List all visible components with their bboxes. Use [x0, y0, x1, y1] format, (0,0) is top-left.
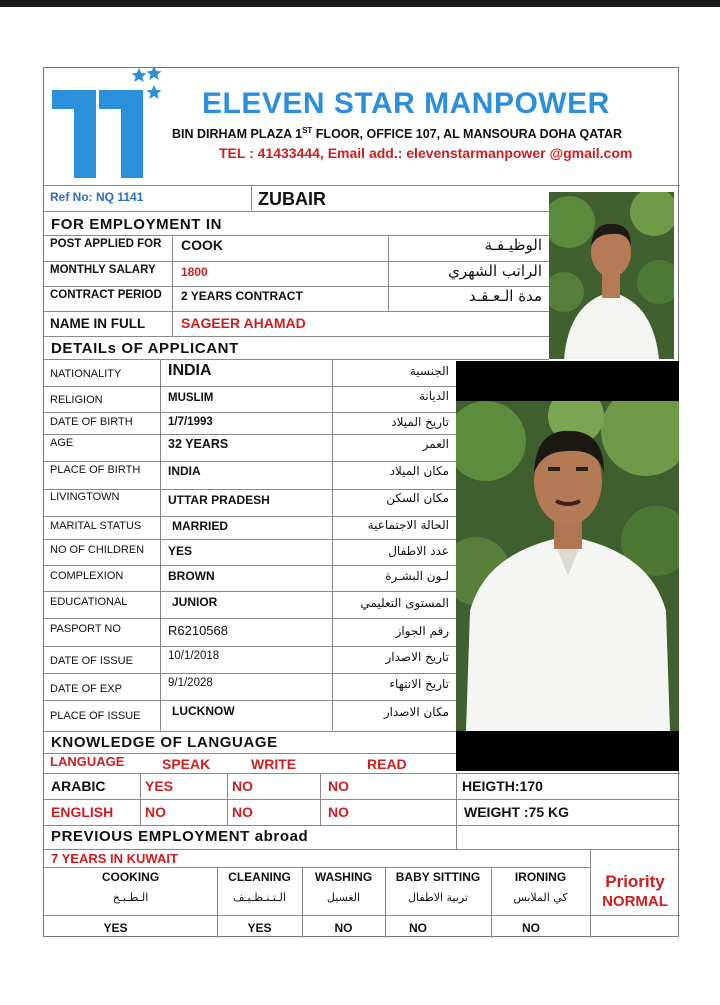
detail-value-nationality: INDIA — [168, 362, 212, 379]
photo-top-band — [456, 361, 679, 401]
detail-value-marital-status: MARRIED — [172, 519, 228, 533]
detail-label-dob: DATE OF BIRTH — [50, 416, 133, 428]
previous-employment-title: PREVIOUS EMPLOYMENT abroad — [51, 828, 309, 845]
detail-value-dob: 1/7/1993 — [168, 416, 213, 428]
detail-label-date-of-issue: DATE OF ISSUE — [50, 655, 133, 667]
detail-value-religion: MUSLIM — [168, 392, 214, 404]
skill-baby-sitting: BABY SITTING — [395, 870, 481, 884]
detail-label-nationality: NATIONALITY — [50, 368, 122, 380]
priority-label: Priority — [605, 872, 665, 891]
skill-cleaning-value: YES — [247, 921, 272, 935]
employment-arabic-post: الوظيـفـة — [484, 236, 542, 254]
detail-label-marital-status: MARITAL STATUS — [50, 520, 142, 532]
logo-graphic — [49, 66, 164, 184]
detail-value-children: YES — [168, 544, 193, 558]
skill-washing: WASHING — [314, 870, 373, 884]
detail-label-children: NO OF CHILDREN — [50, 544, 145, 556]
detail-label-date-of-exp: DATE OF EXP — [50, 683, 122, 695]
applicant-full-name: SAGEER AHAMAD — [181, 315, 306, 331]
weight-value: WEIGHT :75 KG — [464, 804, 570, 820]
detail-arabic-nationality: الجنسية — [409, 364, 449, 378]
language-english-speak: NO — [145, 804, 166, 820]
detail-arabic-place-of-birth: مكان الميلاد — [389, 464, 449, 478]
skill-cleaning: CLEANING — [228, 870, 291, 884]
skill-cleaning-arabic: الـتـنـظـيـف — [233, 891, 286, 904]
language-header-read: READ — [367, 756, 407, 772]
skill-ironing-value: NO — [522, 921, 540, 935]
detail-arabic-children: عدد الاطفال — [388, 544, 449, 558]
detail-value-place-of-issue: LUCKNOW — [172, 704, 235, 718]
top-edge-bar — [0, 0, 720, 7]
language-arabic-write: NO — [232, 778, 253, 794]
employment-value-contract: 2 YEARS CONTRACT — [181, 289, 303, 303]
skill-washing-arabic: الغسيل — [326, 891, 361, 904]
ref-number: Ref No: NQ 1141 — [50, 190, 144, 204]
detail-value-livingtown: UTTAR PRADESH — [168, 493, 270, 507]
detail-label-livingtown: LIVINGTOWN — [50, 491, 120, 503]
detail-arabic-livingtown: مكان السكن — [386, 491, 449, 505]
detail-arabic-date-of-exp: تاريخ الانتهاء — [389, 677, 449, 691]
language-english: ENGLISH — [51, 804, 114, 820]
skill-baby-sitting-value: NO — [409, 921, 427, 935]
detail-arabic-complexion: لـون البشـرة — [385, 569, 449, 583]
language-arabic-speak: YES — [145, 778, 174, 794]
detail-arabic-passport: رقم الجواز — [395, 624, 449, 638]
language-arabic: ARABIC — [51, 778, 106, 794]
employment-value-post: COOK — [181, 237, 223, 253]
name-label: NAME IN FULL — [50, 316, 146, 331]
employment-value-salary: 1800 — [181, 265, 208, 279]
detail-value-date-of-exp: 9/1/2028 — [168, 677, 213, 689]
employment-label-contract: CONTRACT PERIOD — [50, 289, 162, 301]
detail-arabic-marital-status: الحالة الاجتماعية — [367, 518, 449, 532]
agent-name: ZUBAIR — [258, 189, 326, 209]
employment-label-post: POST APPLIED FOR — [50, 238, 162, 250]
detail-arabic-age: العمر — [422, 437, 449, 451]
priority-value: NORMAL — [602, 893, 668, 910]
detail-label-place-of-issue: PLACE OF ISSUE — [50, 710, 141, 722]
employment-section-title: FOR EMPLOYMENT IN — [51, 216, 223, 233]
detail-value-educational: JUNIOR — [172, 595, 218, 609]
skill-cooking-value: YES — [103, 921, 128, 935]
star-icon — [147, 85, 162, 99]
detail-arabic-religion: الديانة — [418, 389, 449, 403]
detail-arabic-dob: تاريخ الميلاد — [391, 415, 449, 429]
detail-value-place-of-birth: INDIA — [168, 464, 201, 478]
detail-label-age: AGE — [50, 437, 74, 449]
detail-label-place-of-birth: PLACE OF BIRTH — [50, 464, 141, 476]
detail-label-complexion: COMPLEXION — [50, 570, 124, 582]
cv-sheet — [43, 67, 679, 937]
language-english-read: NO — [328, 804, 349, 820]
skill-ironing-arabic: كي الملابس — [513, 891, 568, 904]
language-header-language: LANGUAGE — [50, 754, 125, 769]
skill-baby-sitting-arabic: تربية الاطفال — [408, 891, 468, 904]
skill-ironing: IRONING — [514, 870, 567, 884]
language-arabic-read: NO — [328, 778, 349, 794]
star-icon — [147, 66, 162, 80]
language-english-write: NO — [232, 804, 253, 820]
detail-value-complexion: BROWN — [168, 569, 215, 583]
detail-arabic-place-of-issue: مكان الاصدار — [383, 705, 449, 719]
height-value: HEIGTH:170 — [462, 778, 543, 794]
employment-label-salary: MONTHLY SALARY — [50, 264, 156, 276]
details-section-title: DETAILs OF APPLICANT — [51, 340, 239, 357]
company-name: ELEVEN STAR MANPOWER — [202, 87, 610, 120]
detail-value-age: 32 YEARS — [168, 437, 229, 451]
language-section-title: KNOWLEDGE OF LANGUAGE — [51, 734, 278, 751]
employment-arabic-contract: مدة الـعـقـد — [468, 287, 542, 305]
detail-value-date-of-issue: 10/1/2018 — [168, 650, 220, 662]
detail-value-passport: R6210568 — [168, 623, 228, 638]
detail-label-educational: EDUCATIONAL — [50, 596, 128, 608]
employment-arabic-salary: الراتب الشهري — [448, 262, 542, 280]
language-header-write: WRITE — [251, 756, 297, 772]
company-address: BIN DIRHAM PLAZA 1ST FLOOR, OFFICE 107, AL MANSOURA DOHA QATAR — [172, 126, 623, 142]
detail-label-religion: RELIGION — [50, 394, 103, 406]
applicant-photo-large — [456, 401, 679, 731]
skill-cooking: COOKING — [101, 870, 160, 884]
skill-cooking-arabic: الـطـبـخ — [112, 891, 149, 904]
skill-washing-value: NO — [334, 921, 353, 935]
applicant-photo-small — [549, 192, 674, 359]
photo-bottom-band — [456, 731, 679, 771]
detail-label-passport: PASPORT NO — [50, 623, 121, 635]
company-contact: TEL : 41433444, Email add.: elevenstarmanpower @gmail.com — [219, 145, 633, 161]
detail-arabic-date-of-issue: تاريخ الاصدار — [385, 650, 449, 664]
detail-arabic-educational: المستوى التعليمي — [360, 596, 449, 610]
previous-employment-duration: 7 YEARS IN KUWAIT — [51, 851, 178, 866]
language-header-speak: SPEAK — [162, 756, 211, 772]
star-icon — [132, 68, 147, 82]
